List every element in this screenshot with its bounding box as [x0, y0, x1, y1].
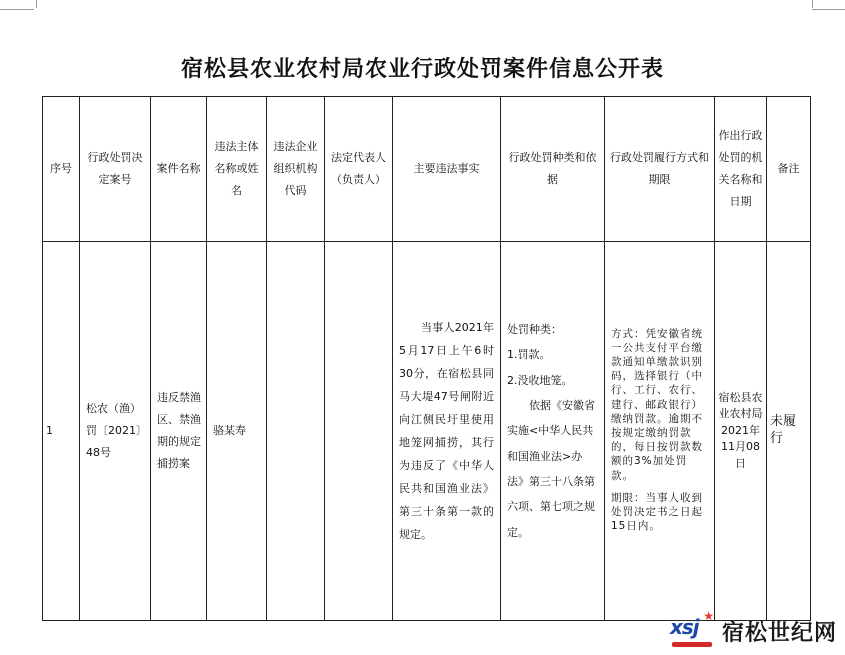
- penalty-basis: 依据《安徽省实施<中华人民共和国渔业法>办法》第三十八条第六项、第七项之规定。: [507, 399, 595, 539]
- authority-date: 2021年11月08日: [721, 423, 760, 470]
- table-row: [43, 242, 811, 621]
- penalty-label: 处罚种类：: [507, 323, 562, 337]
- cell-serial: 1: [43, 242, 80, 621]
- deadline-text: 期限：当事人收到处罚决定书之日起15日内。: [611, 491, 703, 533]
- cell-facts: [393, 242, 501, 621]
- header-legal-rep: 法定代表人（负责人）: [325, 97, 393, 242]
- cell-authority: [715, 242, 767, 621]
- cell-decision-no: 松农（渔）罚〔2021〕48号: [80, 242, 151, 621]
- crop-mark-tr-h: [812, 9, 845, 10]
- table-header-row: [43, 97, 811, 242]
- cell-remark: 未履行: [767, 242, 811, 621]
- header-case-name: 案件名称: [151, 97, 207, 242]
- crop-mark-tr-v: [812, 0, 813, 8]
- header-org-code: 违法企业组织机构代码: [267, 97, 325, 242]
- penalty-item-confiscate: 2.没收地笼。: [507, 373, 573, 387]
- site-name: 宿松世纪网: [721, 620, 837, 646]
- header-offender: 违法主体名称或姓名: [207, 97, 267, 242]
- page-title: 宿松县农业农村局农业行政处罚案件信息公开表: [180, 56, 664, 82]
- facts-text: 当事人2021年5月17日上午6时30分，在宿松县同马大堤47号闸附近向江侧民圩里使用地笼网捕捞，其行为违反了《中华人民共和国渔业法》第三十条第一款的规定。: [399, 320, 494, 542]
- cell-org-code: [267, 242, 325, 621]
- header-method: 行政处罚履行方式和期限: [605, 97, 715, 242]
- cell-case-name: 违反禁渔区、禁渔期的规定捕捞案: [151, 242, 207, 621]
- site-watermark: [670, 611, 837, 651]
- header-serial: 序号: [43, 97, 80, 242]
- crop-mark-tl-h: [0, 9, 34, 10]
- cell-penalty: [501, 242, 605, 621]
- header-penalty: 行政处罚种类和依据: [501, 97, 605, 242]
- star-icon: ★: [703, 609, 714, 623]
- penalty-item-fine: 1.罚款。: [507, 348, 551, 362]
- cell-legal-rep: [325, 242, 393, 621]
- header-remark: 备注: [767, 97, 811, 242]
- cell-method: [605, 242, 715, 621]
- case-info-table: [42, 96, 811, 621]
- cell-offender: 骆某寿: [207, 242, 267, 621]
- authority-name: 宿松县农业农村局: [718, 390, 763, 421]
- method-text: 方式：凭安徽省统一公共支付平台缴款通知单缴款识别码，选择银行（中行、工行、农行、建行、邮政银行）缴纳罚款。逾期不按规定缴纳罚款的，每日按罚款数额的3%加处罚款。: [611, 327, 703, 482]
- xsj-logo-icon: [669, 609, 716, 649]
- header-facts: 主要违法事实: [393, 97, 501, 242]
- header-authority: 作出行政处罚的机关名称和日期: [715, 97, 767, 242]
- crop-mark-tl-v: [36, 0, 37, 8]
- header-decision-no: 行政处罚决定案号: [80, 97, 151, 242]
- logo-letters: xsj: [669, 615, 699, 639]
